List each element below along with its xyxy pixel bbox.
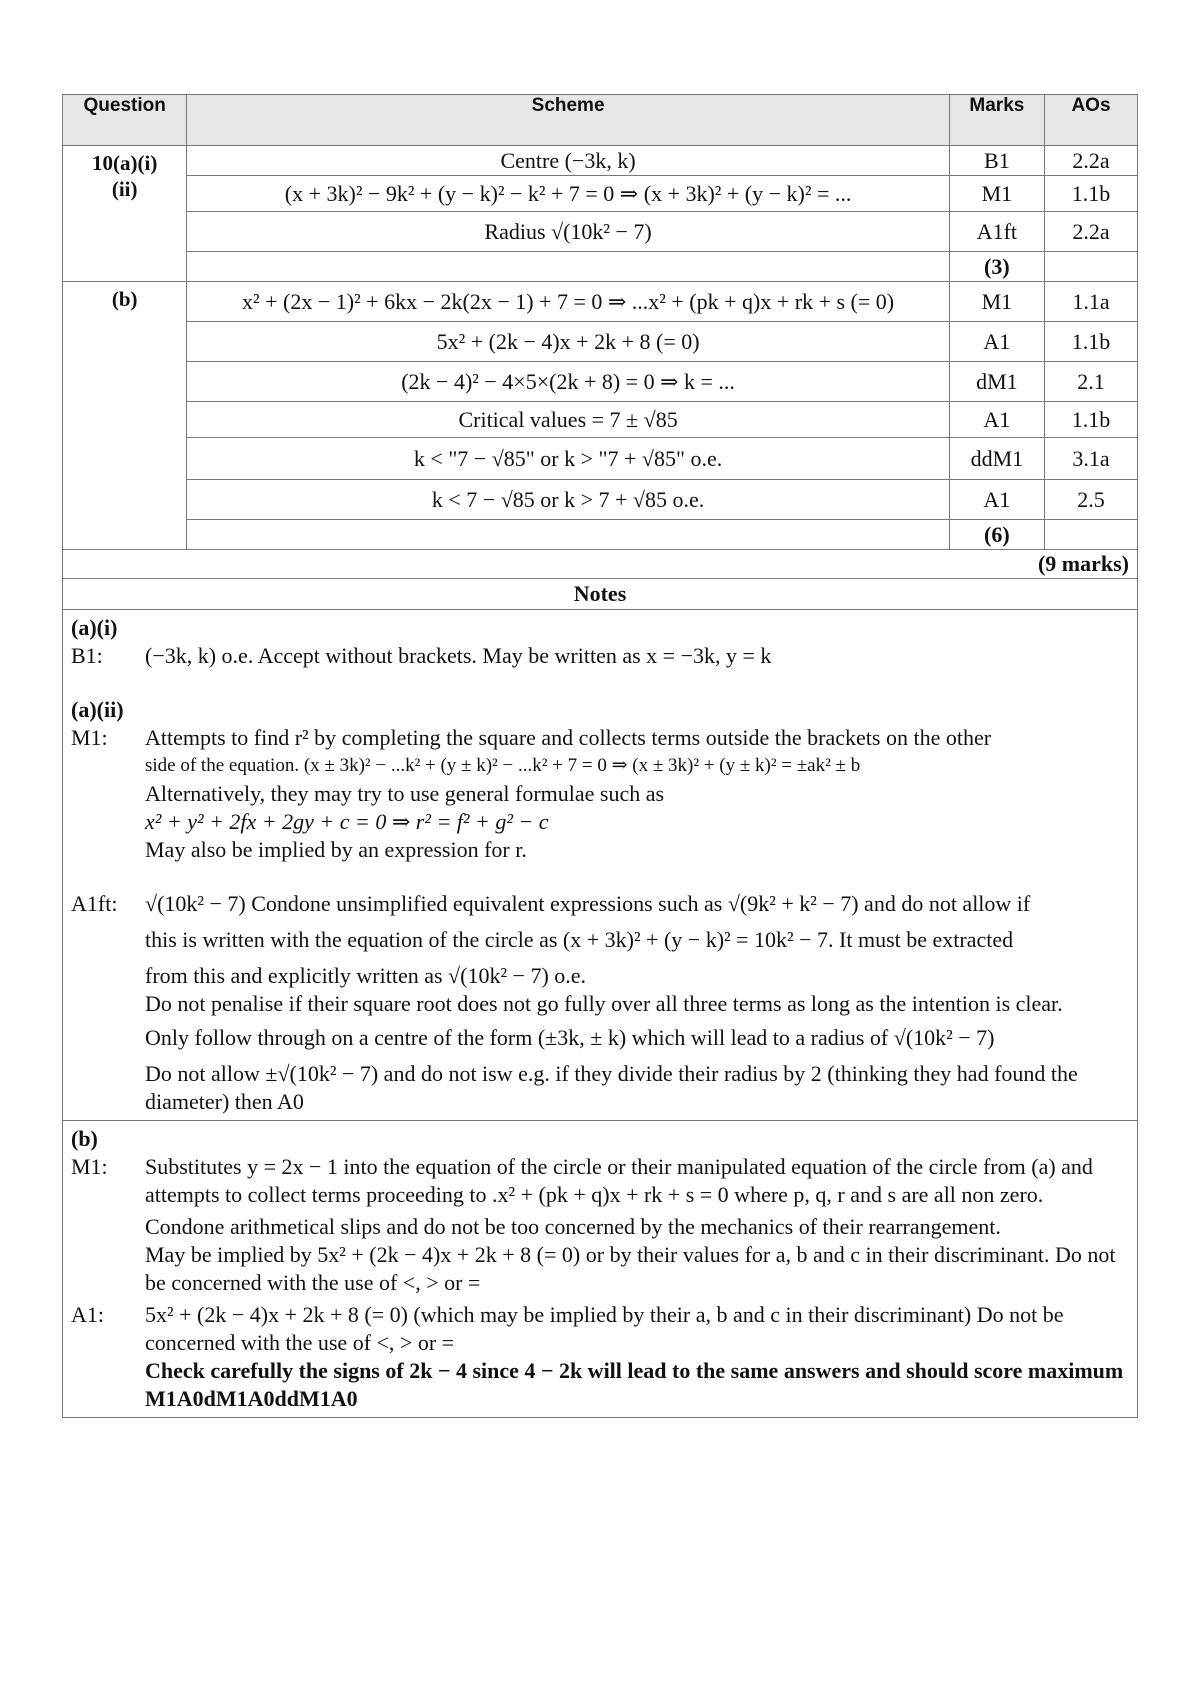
note-b1 (71, 642, 1129, 670)
note-label: M1: (71, 1154, 108, 1179)
ao-cell: 2.2a (1044, 146, 1137, 176)
ao-cell (1044, 520, 1137, 550)
note-text: √(10k² − 7) Condone unsimplified equivalent expressions such as √(9k² + k² − 7) and do not allow if (145, 891, 1031, 916)
note-label: B1: (71, 643, 103, 668)
scheme-header: Scheme (187, 95, 949, 146)
notes-ai-heading: (a)(i) (71, 615, 118, 640)
mark-cell: dM1 (949, 362, 1044, 402)
mark-cell: B1 (949, 146, 1044, 176)
table-row (63, 520, 1138, 550)
note-text: side of the equation. (x ± 3k)² − ...k² + (y ± k)² − ...k² + 7 = 0 ⇒ (x ± 3k)² + (y ± k)² = ±ak² ± b (145, 755, 861, 776)
note-text: Do not penalise if their square root does not go fully over all three terms as long as the intention is clear. (145, 991, 1063, 1016)
notes-b-row (63, 1121, 1138, 1418)
note-text: this is written with the equation of the circle as (x + 3k)² + (y − k)² = 10k² − 7. It must be extracted (145, 927, 1014, 952)
note-text: Substitutes y = 2x − 1 into the equation of the circle or their manipulated equation of the circle from (a) and attempts to collect terms proceeding to .x² + (pk + q)x + rk + s = 0 where p, q, r and s are all non zero. (145, 1154, 1093, 1207)
note-b-m1 (71, 1153, 1129, 1297)
table-row (63, 402, 1138, 438)
scheme-cell: Centre (−3k, k) (187, 146, 949, 176)
mark-cell: M1 (949, 282, 1044, 322)
question-cell-b: (b) (63, 282, 187, 550)
ao-cell: 3.1a (1044, 438, 1137, 480)
mark-scheme-table (62, 94, 1138, 1418)
note-label: M1: (71, 725, 108, 750)
notes-title: Notes (63, 579, 1138, 610)
note-text: 5x² + (2k − 4)x + 2k + 8 (= 0) (which may be implied by their a, b and c in their discriminant) Do not be concerned with the use of <, > or = (145, 1302, 1064, 1355)
mark-cell: M1 (949, 176, 1044, 212)
notes-title-row (63, 579, 1138, 610)
mark-scheme-page (62, 94, 1138, 1418)
table-row (63, 252, 1138, 282)
table-row (63, 438, 1138, 480)
note-text: May be implied by 5x² + (2k − 4)x + 2k + 8 (= 0) or by their values for a, b and c in their discriminant. Do not be concerned with the use of <, > or = (145, 1242, 1116, 1295)
scheme-cell: (2k − 4)² − 4×5×(2k + 8) = 0 ⇒ k = ... (187, 362, 949, 402)
ao-cell: 2.1 (1044, 362, 1137, 402)
aos-header: AOs (1044, 95, 1137, 146)
scheme-cell: 5x² + (2k − 4)x + 2k + 8 (= 0) (187, 322, 949, 362)
notes-part-a (63, 610, 1138, 1121)
note-text: Alternatively, they may try to use general formulae such as (145, 781, 665, 806)
table-row (63, 480, 1138, 520)
table-row (63, 282, 1138, 322)
marks-header: Marks (949, 95, 1044, 146)
ao-cell: 2.2a (1044, 212, 1137, 252)
mark-cell: A1 (949, 402, 1044, 438)
note-label: A1ft: (71, 891, 118, 916)
notes-part-b (63, 1121, 1138, 1418)
question-sublabel: (ii) (111, 177, 138, 201)
question-header: Question (63, 95, 187, 146)
note-text: (−3k, k) o.e. Accept without brackets. May be written as x = −3k, y = k (145, 643, 772, 668)
ao-cell: 1.1b (1044, 322, 1137, 362)
note-a1ft (71, 890, 1129, 1116)
table-row (63, 146, 1138, 176)
note-text: Attempts to find r² by completing the square and collects terms outside the brackets on the other (145, 725, 992, 750)
note-warning: Check carefully the signs of 2k − 4 since 4 − 2k will lead to the same answers and should score maximum M1A0dM1A0ddM1A0 (145, 1358, 1124, 1411)
scheme-cell: k < "7 − √85" or k > "7 + √85" o.e. (187, 438, 949, 480)
total-row (63, 550, 1138, 579)
scheme-cell: Critical values = 7 ± √85 (187, 402, 949, 438)
note-m1 (71, 724, 1129, 864)
question-cell-a (63, 146, 187, 282)
table-row (63, 212, 1138, 252)
notes-aii-heading: (a)(ii) (71, 697, 124, 722)
table-row (63, 362, 1138, 402)
note-text: Condone arithmetical slips and do not be too concerned by the mechanics of their rearrangement. (145, 1214, 1001, 1239)
mark-cell: A1 (949, 322, 1044, 362)
total-marks: (9 marks) (63, 550, 1138, 579)
scheme-cell (187, 520, 949, 550)
mark-cell: ddM1 (949, 438, 1044, 480)
mark-cell: A1ft (949, 212, 1044, 252)
note-formula: x² + y² + 2fx + 2gy + c = 0 ⇒ r² = f² + g² − c (145, 809, 549, 834)
note-text: from this and explicitly written as √(10k² − 7) o.e. (145, 963, 587, 988)
ao-cell: 1.1b (1044, 402, 1137, 438)
scheme-cell: (x + 3k)² − 9k² + (y − k)² − k² + 7 = 0 ⇒ (x + 3k)² + (y − k)² = ... (187, 176, 949, 212)
scheme-cell: x² + (2x − 1)² + 6kx − 2k(2x − 1) + 7 = 0 ⇒ ...x² + (pk + q)x + rk + s (= 0) (187, 282, 949, 322)
subtotal-cell: (3) (949, 252, 1044, 282)
notes-a-row (63, 610, 1138, 1121)
subtotal-cell: (6) (949, 520, 1044, 550)
notes-b-heading: (b) (71, 1126, 98, 1151)
scheme-cell: k < 7 − √85 or k > 7 + √85 o.e. (187, 480, 949, 520)
note-text: May also be implied by an expression for r. (145, 837, 527, 862)
table-row (63, 322, 1138, 362)
question-label: 10(a)(i) (92, 151, 158, 175)
ao-cell (1044, 252, 1137, 282)
ao-cell: 1.1b (1044, 176, 1137, 212)
note-label: A1: (71, 1302, 104, 1327)
ao-cell: 1.1a (1044, 282, 1137, 322)
scheme-cell: Radius √(10k² − 7) (187, 212, 949, 252)
note-b-a1 (71, 1301, 1129, 1413)
mark-cell: A1 (949, 480, 1044, 520)
note-text: Do not allow ±√(10k² − 7) and do not isw e.g. if they divide their radius by 2 (thinking they had found the diameter) then A0 (145, 1061, 1078, 1114)
scheme-cell (187, 252, 949, 282)
table-header-row (63, 95, 1138, 146)
note-text: Only follow through on a centre of the form (±3k, ± k) which will lead to a radius of √(10k² − 7) (145, 1025, 995, 1050)
table-row (63, 176, 1138, 212)
ao-cell: 2.5 (1044, 480, 1137, 520)
